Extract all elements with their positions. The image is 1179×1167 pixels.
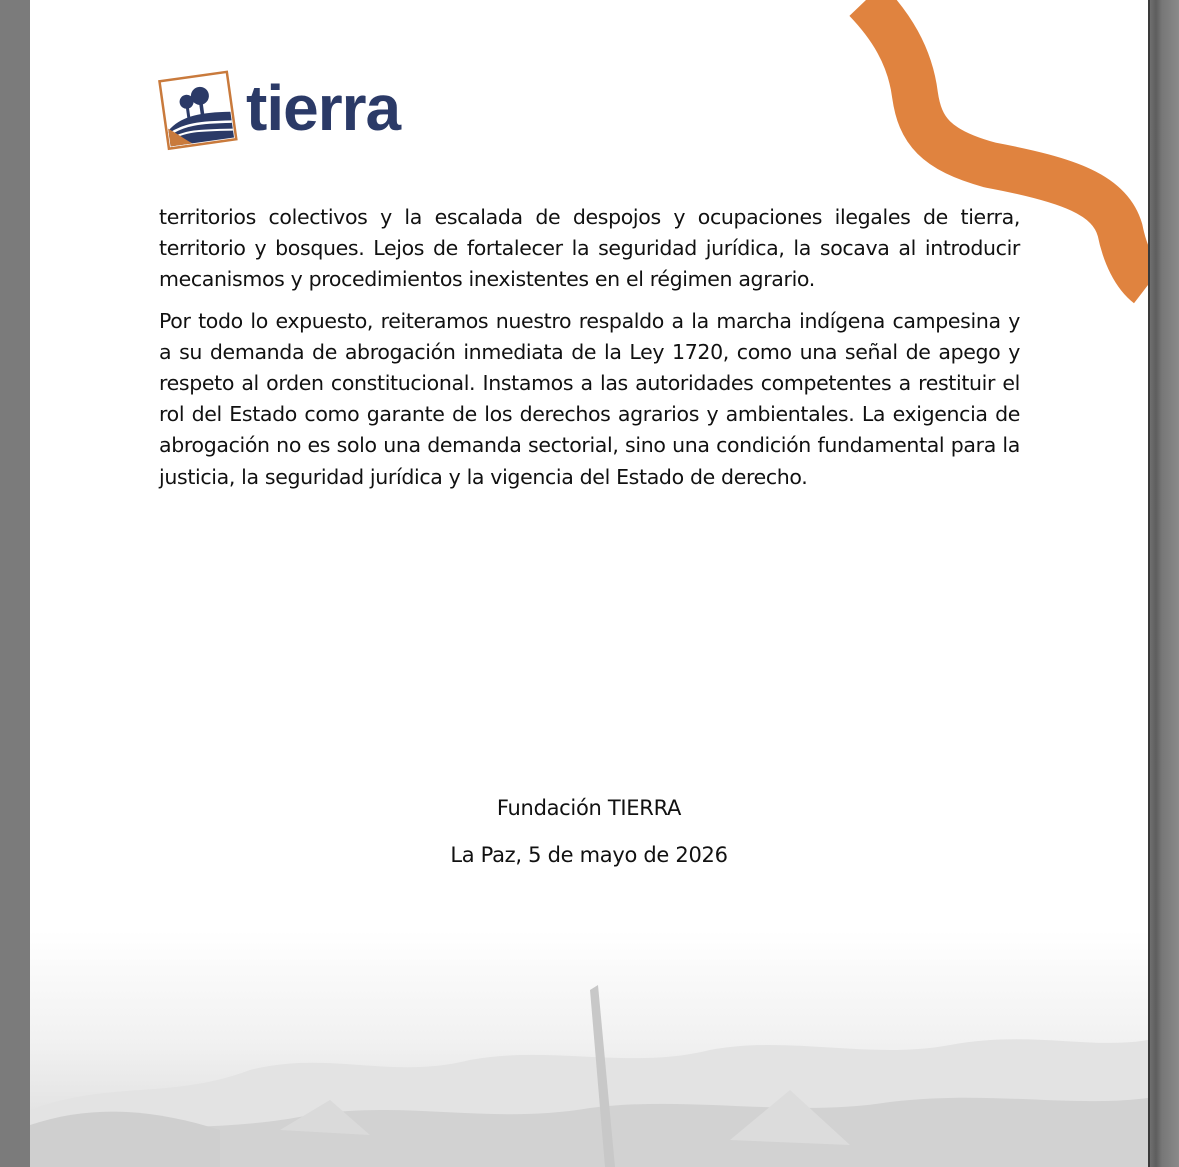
paragraph-1: territorios colectivos y la escalada de despojos y ocupaciones ilegales de tierra, territorio y bosques. Lejos de fortalecer la seguridad jurídica, la socava al introducir mecanismos y procedimientos inexistentes en el régimen agrario. xyxy=(159,205,1020,292)
tierra-logo xyxy=(158,66,400,156)
tierra-logo-icon xyxy=(158,66,242,156)
signature-organization: Fundación TIERRA xyxy=(496,796,682,820)
document-page xyxy=(30,0,1148,1167)
signature-place-date: La Paz, 5 de mayo de 2026 xyxy=(450,843,728,867)
logo-wordmark: tierra xyxy=(246,72,401,144)
faded-background-photo xyxy=(30,930,1148,1167)
viewer-gutter xyxy=(1150,0,1179,1167)
letter-body xyxy=(159,202,1020,503)
paragraph-2: Por todo lo expuesto, reiteramos nuestro respaldo a la marcha indígena campesina y a su demanda de abrogación inmediata de la Ley 1720, como una señal de apego y respeto al orden constitucional. Instamos a las autoridades competentes a restituir el rol del Estado como garante de los derechos agrarios y ambientales. La exigencia de abrogación no es solo una demanda sectorial, sino una condición fundamental para la justicia, la seguridad jurídica y la vigencia del Estado de derecho. xyxy=(159,308,1020,489)
